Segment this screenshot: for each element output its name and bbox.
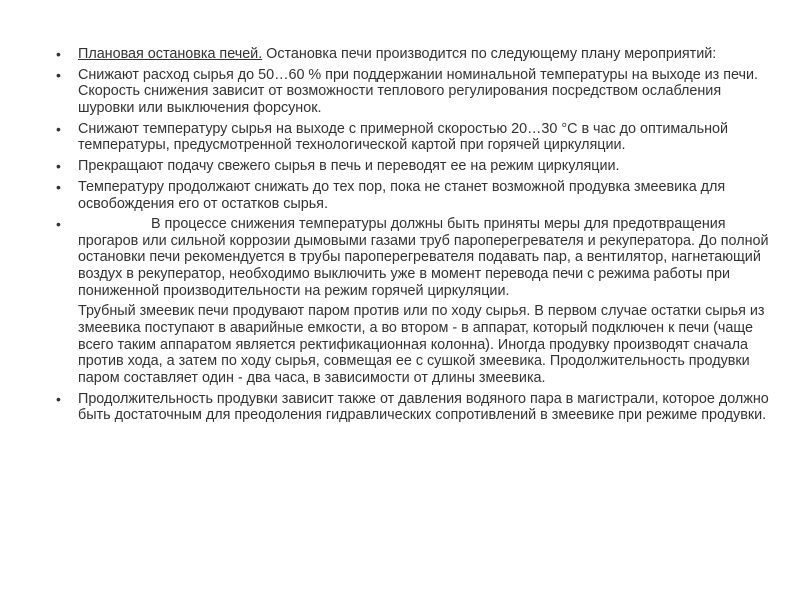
item-text: Продолжительность продувки зависит также от давления водяного пара в магистрали, которое должно быть достаточным для преодоления гидравлических сопротивлений в змеевике при режиме продувки. xyxy=(78,390,769,424)
item-text: Температуру продолжают снижать до тех пор, пока не станет возможной продувка змеевика для освобождения его от остатков сырья. xyxy=(78,178,726,212)
item-text: В процессе снижения температуры должны быть приняты меры для предотвращения прогаров или сильной коррозии дымовыми газами труб пароперегревателя и рекуператора. До полной остановки печи рекомендуется в трубы пароперегревателя подавать пар, а вентилятор, нагнетающий воздух в рекуператор, необходимо выключить уже в момент перевода печи с режима работы при пониженной производительности на режим горячей циркуляции. xyxy=(78,216,769,299)
item-text: Остановка печи производится по следующему плану мероприятий: xyxy=(262,46,717,62)
list-item-reduce-temperature xyxy=(56,121,772,154)
item-text: Снижают расход сырья до 50…60 % при поддержании номинальной температуры на выходе из печи. Скорость снижения зависит от возможности теплового регулирования посредством ослабления шуровки или выключения форсунок. xyxy=(78,66,758,116)
list-item-continue-cooling xyxy=(56,179,772,212)
item-text: Прекращают подачу свежего сырья в печь и переводят ее на режим циркуляции. xyxy=(78,158,620,175)
list-item-purge-duration xyxy=(56,391,772,424)
bullet-icon: • xyxy=(56,178,61,195)
list-item-corrosion-measures xyxy=(56,216,772,299)
bullet-icon: • xyxy=(56,46,61,62)
bullet-icon: • xyxy=(56,390,61,407)
section-heading: Плановая остановка печей. xyxy=(78,46,263,62)
bullet-icon: • xyxy=(56,120,61,137)
bullet-icon: • xyxy=(56,216,61,233)
item-text: Снижают температуру сырья на выходе с примерной скоростью 20…30 °С в час до оптимальной температуры, предусмотренной технологической картой при горячей циркуляции. xyxy=(78,120,728,154)
bullet-icon: • xyxy=(56,158,61,175)
bullet-icon: • xyxy=(56,66,61,83)
list-item-reduce-feed xyxy=(56,67,772,117)
item-text: Трубный змеевик печи продувают паром против или по ходу сырья. В первом случае остатки сырья из змеевика поступают в аварийные емкости, а во втором - в аппарат, который подключен к печи (чаще всего таким аппаратом является ректификационная колонна). Иногда продувку производят сначала против хода, а затем по ходу сырья, совмещая ее с сушкой змеевика. Продолжительность продувки паром составляет один - два часа, в зависимости от длины змеевика. xyxy=(78,303,765,386)
list-item-stop-feed xyxy=(56,158,772,175)
paragraph-steam-purge xyxy=(56,303,772,386)
text-body xyxy=(56,46,772,428)
list-item-planned-shutdown xyxy=(56,46,772,63)
